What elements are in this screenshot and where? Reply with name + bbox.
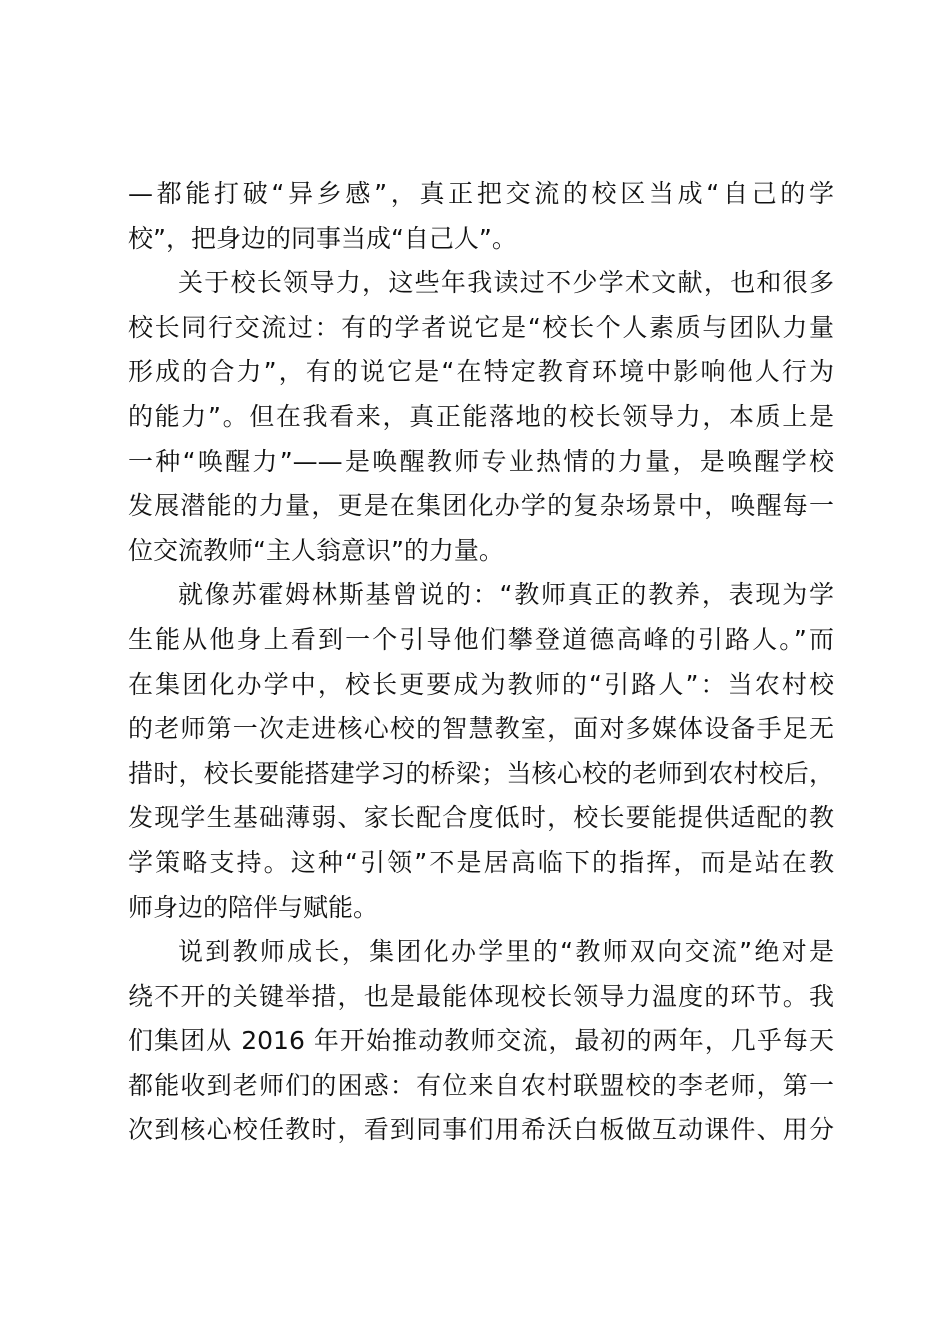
text-line: 的能力”。但在我看来，真正能落地的校长领导力，本质上是 [128,401,834,431]
text-line: 形成的合力”，有的说它是“在特定教育环境中影响他人行为 [128,357,834,387]
text-line: 措时，校长要能搭建学习的桥梁；当核心校的老师到农村校后， [128,758,834,788]
text-line: 一种“唤醒力”——是唤醒教师专业热情的力量，是唤醒学校 [128,446,834,476]
paragraph-4 [128,930,834,1153]
text-line: 发展潜能的力量，更是在集团化办学的复杂场景中，唤醒每一 [128,491,834,521]
text-line: 次到核心校任教时，看到同事们用希沃白板做互动课件、用分 [128,1115,834,1145]
text-line: 学策略支持。这种“引领”不是居高临下的指挥，而是站在教 [128,847,834,877]
text-line: 校”，把身边的同事当成“自己人”。 [128,223,517,253]
text-line: —都能打破“异乡感”，真正把交流的校区当成“自己的学 [128,179,834,208]
paragraph-3 [128,573,834,930]
paragraph-1 [128,172,834,261]
text-line: 在集团化办学中，校长更要成为教师的“引路人”：当农村校 [128,669,834,699]
text-line: 说到教师成长，集团化办学里的“教师双向交流”绝对是 [178,937,834,967]
text-line: 发现学生基础薄弱、家长配合度低时，校长要能提供适配的教 [128,803,834,833]
text-line: 的老师第一次走进核心校的智慧教室，面对多媒体设备手足无 [128,714,834,744]
text-line: 关于校长领导力，这些年我读过不少学术文献，也和很多 [178,268,834,298]
text-line: 校长同行交流过：有的学者说它是“校长个人素质与团队力量 [128,312,834,342]
document-body [128,172,834,1153]
text-line: 就像苏霍姆林斯基曾说的：“教师真正的教养，表现为学 [178,580,834,610]
text-line: 们集团从 2016 年开始推动教师交流，最初的两年，几乎每天 [128,1026,834,1056]
text-line: 生能从他身上看到一个引导他们攀登道德高峰的引路人。”而 [128,624,834,654]
text-line: 位交流教师“主人翁意识”的力量。 [128,535,504,565]
text-line: 都能收到老师们的困惑：有位来自农村联盟校的李老师，第一 [128,1070,834,1100]
text-line: 绕不开的关键举措，也是最能体现校长领导力温度的环节。我 [128,981,834,1011]
paragraph-2 [128,261,834,573]
text-line: 师身边的陪伴与赋能。 [128,892,379,922]
